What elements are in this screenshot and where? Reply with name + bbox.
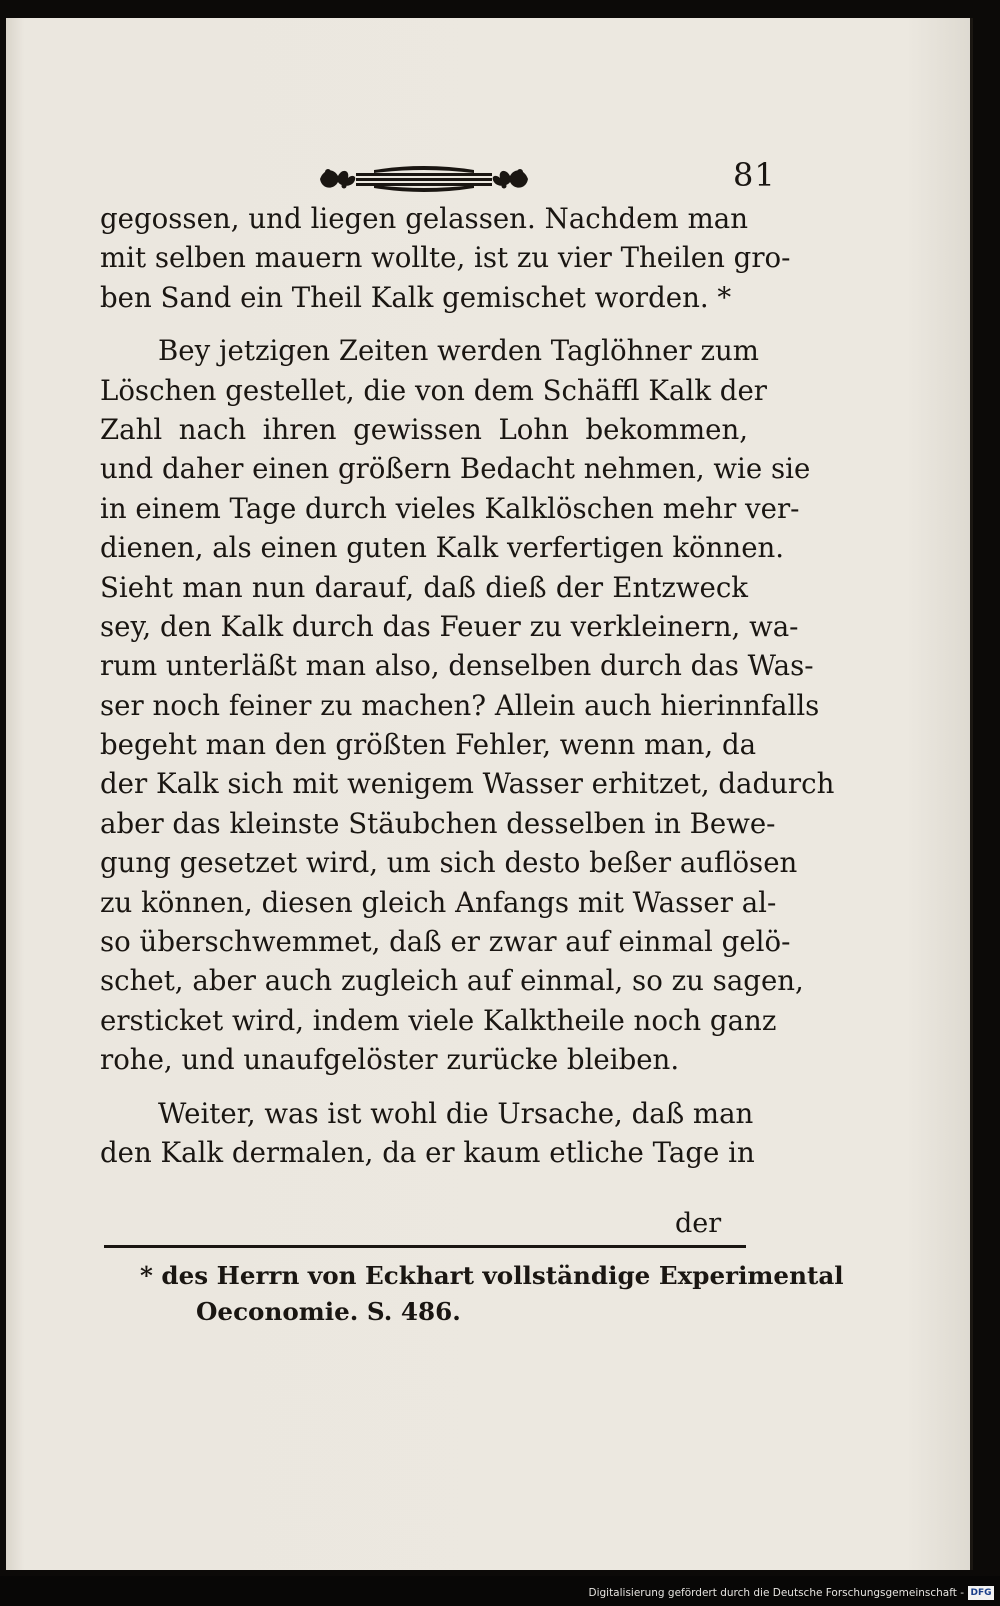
text-line: gegossen, und liegen gelassen. Nachdem man [100,202,748,235]
printer-ornament-icon [314,164,534,194]
text-line: gung gesetzet wird, um sich desto beßer auflösen [100,846,798,880]
footnote-line: * des Herrn von Eckhart vollständige Experimental [140,1261,844,1290]
text-line: zu können, diesen gleich Anfangs mit Wasser al- [100,885,777,919]
text-line: und daher einen größern Bedacht nehmen, wie sie [100,452,811,486]
catchword: der [675,1208,722,1239]
text-line: der Kalk sich mit wenigem Wasser erhitzet, dadurch [100,767,835,801]
text-line: schet, aber auch zugleich auf einmal, so zu sagen, [100,964,804,998]
text-line: ersticket wird, indem viele Kalktheile noch ganz [100,1003,777,1037]
paragraph-gap [100,317,748,331]
text-line: Weiter, was ist wohl die Ursache, daß man [158,1096,754,1130]
text-line: in einem Tage durch vieles Kalklöschen mehr ver- [100,491,800,525]
text-line: dienen, als einen guten Kalk verfertigen können. [100,531,785,565]
paragraph [100,331,835,1079]
footnote [140,1258,844,1330]
text-line: den Kalk dermalen, da er kaum etliche Tage in [100,1135,755,1169]
main-text [100,199,835,1172]
text-line: ser noch feiner zu machen? Allein auch hierinnfalls [100,688,820,722]
text-line: begeht man den größten Fehler, wenn man, da [100,728,757,762]
text-line: rohe, und unaufgelöster zurücke bleiben. [100,1043,680,1077]
footnote-rule [104,1245,746,1248]
paragraph-gap [100,1080,748,1094]
text-line: Zahl nach ihren gewissen Lohn bekommen, [100,412,748,446]
text-line: rum unterläßt man also, denselben durch das Was- [100,649,814,683]
text-line: Löschen gestellet, die von dem Schäffl Kalk der [100,373,767,407]
footnote-line: Oeconomie. S. 486. [196,1297,461,1326]
page-number: 81 [733,156,776,194]
paragraph [100,199,791,317]
text-line: aber das kleinste Stäubchen desselben in Bewe- [100,806,776,840]
funding-credit: Digitalisierung gefördert durch die Deutsche Forschungsgemeinschaft - [588,1587,964,1599]
paragraph [100,1094,755,1173]
dfg-logo-icon: DFG [968,1586,994,1600]
text-line: mit selben mauern wollte, ist zu vier Theilen gro- [100,241,791,275]
text-line: ben Sand ein Theil Kalk gemischet worden. * [100,280,732,314]
text-line: sey, den Kalk durch das Feuer zu verkleinern, wa- [100,609,799,643]
text-line: Bey jetzigen Zeiten werden Taglöhner zum [158,334,759,368]
text-line: so überschwemmet, daß er zwar auf einmal gelö- [100,925,791,959]
text-line: Sieht man nun darauf, daß dieß der Entzweck [100,570,748,604]
